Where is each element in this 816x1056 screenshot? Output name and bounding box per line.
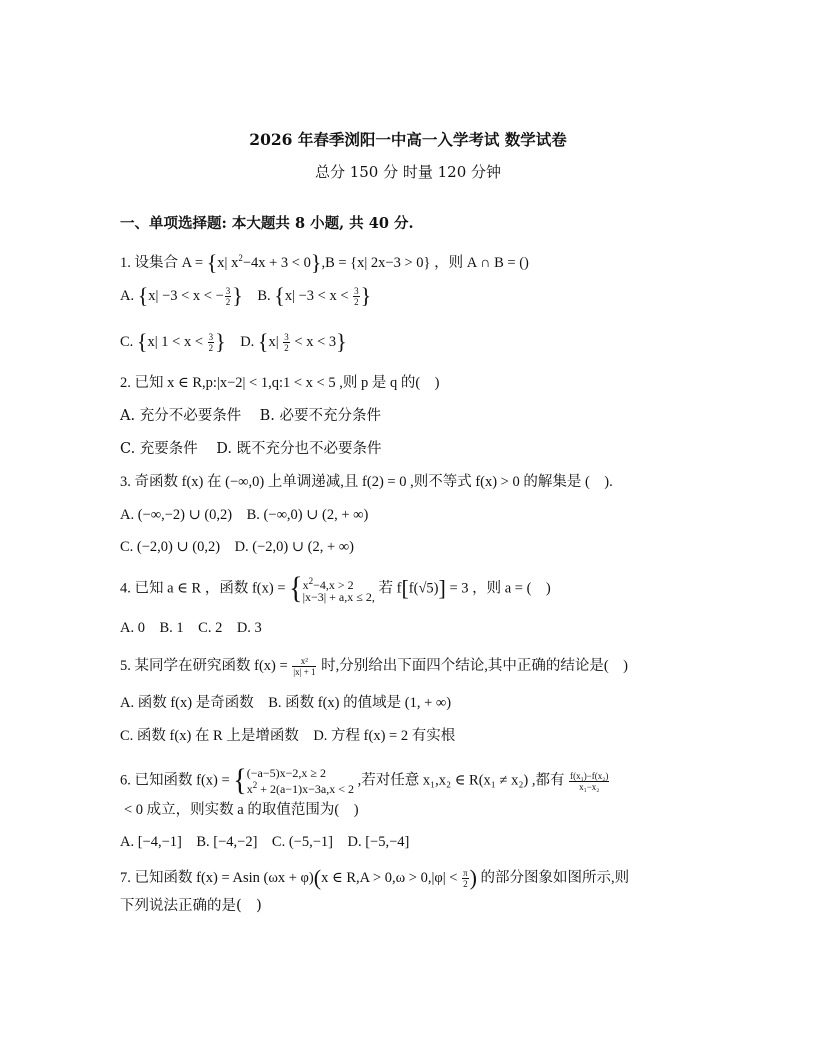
- q7-intro: 7. 已知函数 f(x) = Asin (ωx + φ): [120, 870, 314, 886]
- question-6-line2: < 0 成立，则实数 a 的取值范围为( ): [124, 802, 359, 818]
- question-1-stem: 1. 设集合 A = {x| $x^2-4x + 3 < 0\},B = \{x|$ 2x−3 > 0} ，则 A ∩ B = (): [120, 249, 529, 275]
- q1-option-d-fraction: $\frac{3}{2}$: [284, 332, 289, 354]
- q5-option-d: D. 方程 f(x) = 2 有实根: [313, 728, 456, 744]
- q3-option-a: A. (−∞,−2) ∪ (0,2): [120, 507, 233, 523]
- question-6-stem: 6. 已知函数 f(x) = {(−a−5)x−2,x ≥ 2 $x^2 + 2(a-1)x-3a,x < 2$ ,若对任意 x₁,x₂ ∈ R(x₁ ≠ x₂) ,都有 $\frac{\text{f(x₁)−f(x₂)}}{\text{x₁−x₂}}$: [120, 763, 609, 798]
- q1-set-a-left: A =: [181, 254, 207, 271]
- q1-option-d-label: D.: [240, 334, 258, 350]
- q1-set-a-sup: 2: [238, 253, 243, 263]
- q6-option-b: B. [−4,−2]: [196, 834, 258, 850]
- question-1-options-ab: A. {x| −3 < x < − $\frac{3}{2}$ } B. {x| −3 < x < $\frac{3}{2}$ }: [120, 283, 372, 308]
- q5-fraction: $\frac{\text{x²}}{|x| + 1}$: [293, 656, 316, 678]
- q6-tail: ,若对任意 x₁,x₂ ∈ R(x₁ ≠ x₂) ,都有: [353, 772, 569, 789]
- q1-set-a-body: x| x: [217, 254, 239, 271]
- q1-option-b-label: B.: [257, 288, 275, 304]
- q5-tail: 时,分别给出下面四个结论,其中正确的结论是( ): [317, 658, 629, 674]
- q4-tail-post: = 3 ，则 a = ( ): [445, 580, 551, 597]
- q4-piecewise: $x^2-4,x > 2$ |x−3| + a,x ≤ 2,: [302, 576, 375, 604]
- q7-condition: x ∈ R,A > 0,ω > 0,|φ| <: [321, 870, 462, 886]
- q1-set-b: ,B = {x| 2x−3 > 0} ，则 A ∩ B = (): [321, 254, 529, 271]
- q2-option-c: C. 充要条件: [120, 441, 198, 457]
- q1-set-a-rest: −4x + 3 < 0: [242, 254, 311, 271]
- q6-fraction: $\frac{\text{f(x₁)−f(x₂)}}{\text{x₁−x₂}}$: [570, 770, 609, 792]
- q4-intro: 4. 已知 a ∈ R ，函数 f(x) =: [120, 580, 290, 597]
- section-heading: 一、单项选择题: 本大题共 8 小题, 共 40 分.: [120, 215, 414, 232]
- q3-option-b: B. (−∞,0) ∪ (2, + ∞): [246, 507, 369, 523]
- question-1-options-cd: C. {x| 1 < x < $\frac{3}{2}$ } D. {x| $\frac{3}{2}$ < x < 3}: [120, 329, 347, 354]
- q6-option-d: D. [−5,−4]: [347, 834, 410, 850]
- q7-tail: 的部分图象如图所示,则: [476, 870, 630, 886]
- question-4-stem: 4. 已知 a ∈ R ，函数 $f(x) = \{x^2-4,x > 2$ |x−3| + a,x ≤ 2, 若 f[f(√5)] = 3 ，则 a = ( ): [120, 571, 551, 606]
- question-2-options-cd: [120, 439, 382, 459]
- q4-option-a: A. 0: [120, 620, 145, 636]
- q5-intro: 5. 某同学在研究函数 f(x) =: [120, 658, 292, 674]
- q1-option-d-pre: x|: [268, 334, 283, 350]
- question-3-options-cd: [120, 537, 354, 557]
- q2-option-a: A. 充分不必要条件: [120, 408, 242, 424]
- exam-subtitle: 总分 150 分 时量 120 分钟: [314, 163, 502, 181]
- question-5-options-ab: [120, 693, 451, 713]
- exam-title: 2026 年春季浏阳一中高一入学考试 数学试卷: [249, 130, 567, 149]
- q5-option-c: C. 函数 f(x) 在 R 上是增函数: [120, 728, 299, 744]
- q1-option-b-fraction: $\frac{3}{2}$: [354, 286, 359, 308]
- q1-intro: 1. 设集合: [120, 254, 182, 271]
- q6-intro: 6. 已知函数 f(x) =: [120, 772, 234, 789]
- q4-tail-pre: 若 f: [374, 580, 402, 597]
- q7-fraction: $\frac{\pi}{2}$: [463, 868, 468, 890]
- question-3-stem: 3. 奇函数 f(x) 在 (−∞,0) 上单调递减,且 f(2) = 0 ,则不等式 f(x) > 0 的解集是 ( ).: [120, 474, 613, 490]
- q2-option-b: B. 必要不充分条件: [259, 408, 382, 424]
- question-7-line2: 下列说法正确的是( ): [120, 898, 262, 914]
- q4-option-c: C. 2: [198, 620, 223, 636]
- q3-option-d: D. (−2,0) ∪ (2, + ∞): [234, 539, 354, 555]
- q1-option-c-label: C.: [120, 334, 137, 350]
- q1-option-d-post: < x < 3: [290, 334, 337, 350]
- q6-option-a: A. [−4,−1]: [120, 834, 182, 850]
- q1-option-a-label: A.: [120, 288, 138, 304]
- question-2-options-ab: [120, 406, 381, 426]
- q4-option-d: D. 3: [236, 620, 262, 636]
- q3-option-c: C. (−2,0) ∪ (0,2): [120, 539, 221, 555]
- question-2-stem: 2. 已知 x ∈ R,p:|x−2| < 1,q:1 < x < 5 ,则 p 是 q 的( ): [120, 375, 440, 391]
- q1-option-a-fraction: $\frac{3}{2}$: [225, 286, 231, 308]
- question-4-options: [120, 618, 262, 638]
- q1-option-c-body: x| 1 < x <: [147, 334, 207, 350]
- q6-piecewise: (−a−5)x−2,x ≥ 2 $x^2 + 2(a-1)x-3a,x < 2$: [246, 766, 354, 796]
- question-6-options: [120, 832, 409, 852]
- q4-option-b: B. 1: [159, 620, 184, 636]
- q5-option-a: A. 函数 f(x) 是奇函数: [120, 695, 254, 711]
- q6-option-c: C. (−5,−1]: [271, 834, 333, 850]
- question-3-options-ab: [120, 505, 368, 525]
- q1-option-a-body: x| −3 < x < −: [148, 288, 224, 304]
- q1-option-c-fraction: $\frac{3}{2}$: [208, 332, 214, 354]
- q5-option-b: B. 函数 f(x) 的值域是 (1, + ∞): [268, 695, 452, 711]
- question-5-options-cd: [120, 726, 455, 746]
- question-5-stem: [120, 656, 628, 677]
- q1-option-b-body: x| −3 < x <: [284, 288, 353, 304]
- q4-tail-inner: f(√5): [408, 580, 439, 597]
- q2-option-d: D. 既不充分也不必要条件: [216, 441, 382, 457]
- question-7-stem: 7. 已知函数 f(x) = Asin (ωx + φ)(x ∈ R,A > 0,ω > 0,|φ| < $\frac{\pi}{2}$ ) 的部分图象如图所示,则: [120, 865, 630, 890]
